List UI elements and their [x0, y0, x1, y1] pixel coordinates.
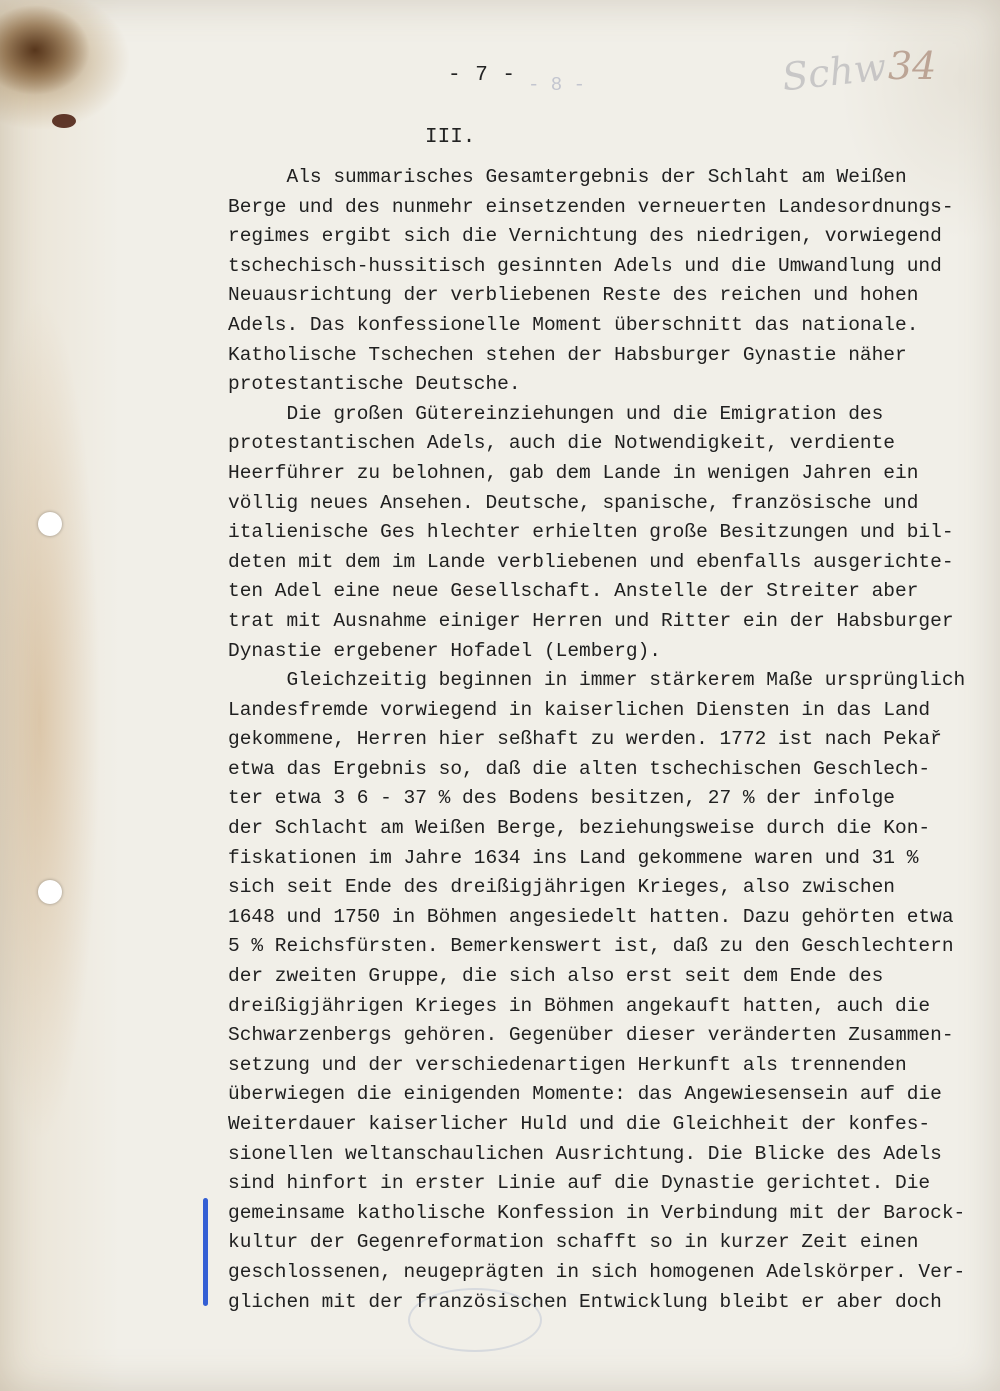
text-line: protestantischen Adels, auch die Notwendigkeit, verdiente [228, 432, 896, 455]
text-line: der zweiten Gruppe, die sich also erst seit dem Ende des [228, 965, 884, 988]
folio-number: 34 [888, 44, 937, 88]
text-line: Adels. Das konfessionelle Moment überschnitt das nationale. [228, 313, 919, 336]
stamp-shadow [408, 1288, 542, 1352]
text-line: geschlossenen, neugeprägten in sich homogenen Adelskörper. Ver- [228, 1260, 966, 1283]
punch-hole-top [38, 512, 62, 536]
text-line: sich seit Ende des dreißigjährigen Krieges, also zwischen [228, 876, 896, 899]
text-line: Heerführer zu belohnen, gab dem Lande in wenigen Jahren ein [228, 461, 919, 484]
text-line: trat mit Ausnahme einiger Herren und Ritter ein der Habsburger [228, 609, 954, 632]
text-line: glichen mit der französischen Entwicklung bleibt er aber doch [228, 1290, 942, 1313]
text-line: völlig neues Ansehen. Deutsche, spanische, französische und [228, 491, 919, 514]
text-line: 1648 und 1750 in Böhmen angesiedelt hatten. Dazu gehörten etwa [228, 905, 954, 928]
text-line: Weiterdauer kaiserlicher Huld und die Gleichheit der konfes- [228, 1113, 931, 1135]
text-line: tschechisch-hussitisch gesinnten Adels und die Umwandlung und [228, 254, 942, 277]
text-line: Neuausrichtung der verbliebenen Reste des reichen und hohen [228, 284, 919, 307]
text-line: Katholische Tschechen stehen der Habsburger Gynastie näher [228, 343, 907, 366]
text-line: Landesfremde vorwiegend in kaiserlichen Diensten in das Land [228, 698, 931, 721]
text-line: 5 % Reichsfürsten. Bemerkenswert ist, daß zu den Geschlechtern [228, 935, 954, 958]
text-line: italienische Ges hlechter erhielten große Besitzungen und bil- [228, 521, 954, 544]
text-line: setzung und der verschiedenartigen Herkunft als trennenden [228, 1053, 907, 1076]
text-line: sind hinfort in erster Linie auf die Dynastie gerichtet. Die [228, 1172, 931, 1195]
page-number: - 7 - [448, 64, 517, 87]
text-line: kultur der Gegenreformation schafft so in kurzer Zeit einen [228, 1231, 919, 1254]
text-line: Als summarisches Gesamtergebnis der Schlaht am Weißen [228, 166, 907, 188]
text-line: regimes ergibt sich die Vernichtung des niedrigen, vorwiegend [228, 225, 942, 248]
text-line: ter etwa 3 6 - 37 % des Bodens besitzen, 27 % der infolge [228, 787, 896, 810]
ghost-page-number: - 8 - [528, 74, 586, 96]
text-line: gekommene, Herren hier seßhaft zu werden. 1772 ist nach Pekař [228, 728, 942, 751]
blue-margin-mark [203, 1198, 208, 1306]
text-line: Dynastie ergebener Hofadel (Lemberg). [228, 639, 661, 662]
section-heading: III. [425, 126, 476, 149]
archive-mark: Schw [779, 44, 889, 100]
typed-text-body [228, 163, 988, 1317]
text-line: sionellen weltanschaulichen Ausrichtung. Die Blicke des Adels [228, 1142, 942, 1165]
text-line: überwiegen die einigenden Momente: das Angewiesensein auf die [228, 1083, 942, 1106]
text-line: deten mit dem im Lande verbliebenen und ebenfalls ausgerichte- [228, 550, 954, 573]
text-line: Die großen Gütereinziehungen und die Emigration des [228, 402, 884, 425]
punch-hole-bottom [38, 880, 62, 904]
text-line: Gleichzeitig beginnen in immer stärkerem Maße ursprünglich [228, 669, 966, 692]
text-line: fiskationen im Jahre 1634 ins Land gekommene waren und 31 % [228, 846, 919, 869]
text-line: protestantische Deutsche. [228, 373, 521, 396]
text-line: der Schlacht am Weißen Berge, beziehungsweise durch die Kon- [228, 817, 931, 840]
burn-spot [52, 114, 76, 128]
text-line: ten Adel eine neue Gesellschaft. Anstelle der Streiter aber [228, 580, 919, 603]
text-line: Berge und des nunmehr einsetzenden verneuerten Landesordnungs- [228, 195, 954, 218]
text-line: Schwarzenbergs gehören. Gegenüber dieser veränderten Zusammen- [228, 1024, 954, 1047]
text-line: dreißigjährigen Krieges in Böhmen angekauft hatten, auch die [228, 994, 931, 1017]
text-line: gemeinsame katholische Konfession in Verbindung mit der Barock- [228, 1201, 966, 1224]
text-line: etwa das Ergebnis so, daß die alten tschechischen Geschlech- [228, 757, 931, 780]
